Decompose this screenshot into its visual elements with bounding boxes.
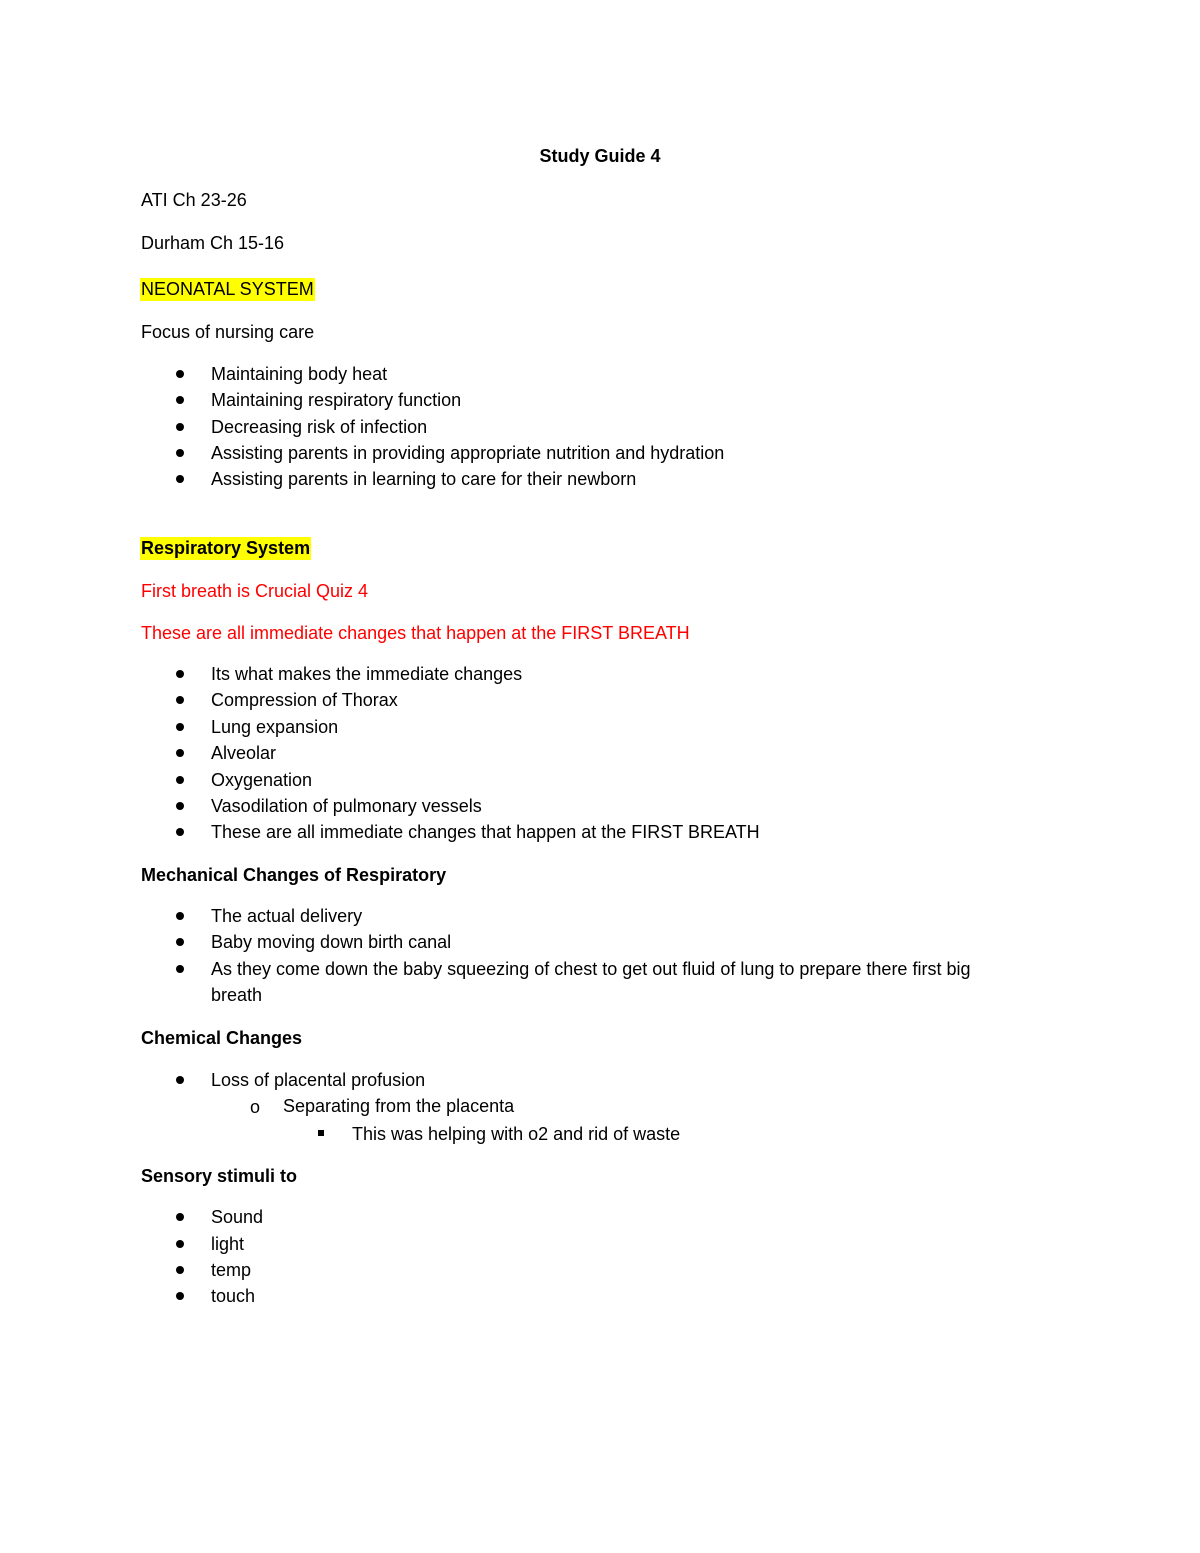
list-item: Its what makes the immediate changes	[211, 664, 523, 684]
square-bullet-icon	[318, 1130, 324, 1136]
list-item: Compression of Thorax	[211, 690, 398, 710]
list-item: Maintaining respiratory function	[211, 390, 462, 410]
bullet-icon	[176, 965, 184, 973]
respiratory-heading	[140, 537, 311, 559]
bullet-icon	[176, 475, 184, 483]
immediate-changes-note: These are all immediate changes that happen at the FIRST BREATH	[141, 623, 690, 643]
bullet-icon	[176, 749, 184, 757]
list-item: Sound	[211, 1207, 264, 1227]
bullet-icon	[176, 828, 184, 836]
bullet-icon	[176, 396, 184, 404]
list-item: temp	[211, 1260, 252, 1280]
list-item: Baby moving down birth canal	[211, 932, 452, 952]
respiratory-heading-text: Respiratory System	[141, 538, 311, 558]
ati-reference: ATI Ch 23-26	[141, 190, 247, 210]
sensory-heading: Sensory stimuli to	[141, 1166, 298, 1186]
bullet-icon	[176, 696, 184, 704]
hollow-bullet-icon: o	[250, 1097, 261, 1117]
list-item: As they come down the baby squeezing of chest to get out fluid of lung to prepare there first big	[211, 959, 971, 979]
bullet-icon	[176, 802, 184, 810]
list-item: The actual delivery	[211, 906, 363, 926]
bullet-icon	[176, 1266, 184, 1274]
list-item: Maintaining body heat	[211, 364, 388, 384]
bullet-icon	[176, 723, 184, 731]
sub-list-item: Separating from the placenta	[283, 1096, 515, 1116]
list-item: These are all immediate changes that happen at the FIRST BREATH	[211, 822, 760, 842]
first-breath-note: First breath is Crucial Quiz 4	[141, 581, 369, 601]
mechanical-heading: Mechanical Changes of Respiratory	[141, 865, 447, 885]
bullet-icon	[176, 938, 184, 946]
list-item: Vasodilation of pulmonary vessels	[211, 796, 482, 816]
neonatal-heading-text: NEONATAL SYSTEM	[141, 279, 314, 299]
neonatal-heading	[140, 278, 315, 300]
list-item: Decreasing risk of infection	[211, 417, 428, 437]
durham-reference: Durham Ch 15-16	[141, 233, 285, 253]
list-item-continuation: breath	[211, 985, 263, 1005]
list-item: Lung expansion	[211, 717, 339, 737]
bullet-icon	[176, 670, 184, 678]
bullet-icon	[176, 1240, 184, 1248]
list-item: Oxygenation	[211, 770, 313, 790]
chemical-heading: Chemical Changes	[141, 1028, 303, 1048]
bullet-icon	[176, 449, 184, 457]
list-item: Assisting parents in learning to care for their newborn	[211, 469, 637, 489]
list-item: light	[211, 1234, 245, 1254]
bullet-icon	[176, 912, 184, 920]
bullet-icon	[176, 1292, 184, 1300]
bullet-icon	[176, 1076, 184, 1084]
list-item: Alveolar	[211, 743, 277, 763]
bullet-icon	[176, 776, 184, 784]
list-item: touch	[211, 1286, 256, 1306]
sub-sub-list-item: This was helping with o2 and rid of waste	[352, 1124, 681, 1144]
bullet-icon	[176, 370, 184, 378]
bullet-icon	[176, 423, 184, 431]
list-item: Assisting parents in providing appropriate nutrition and hydration	[211, 443, 725, 463]
bullet-icon	[176, 1213, 184, 1221]
focus-label: Focus of nursing care	[141, 322, 315, 342]
list-item: Loss of placental profusion	[211, 1070, 426, 1090]
page-title: Study Guide 4	[539, 146, 661, 166]
